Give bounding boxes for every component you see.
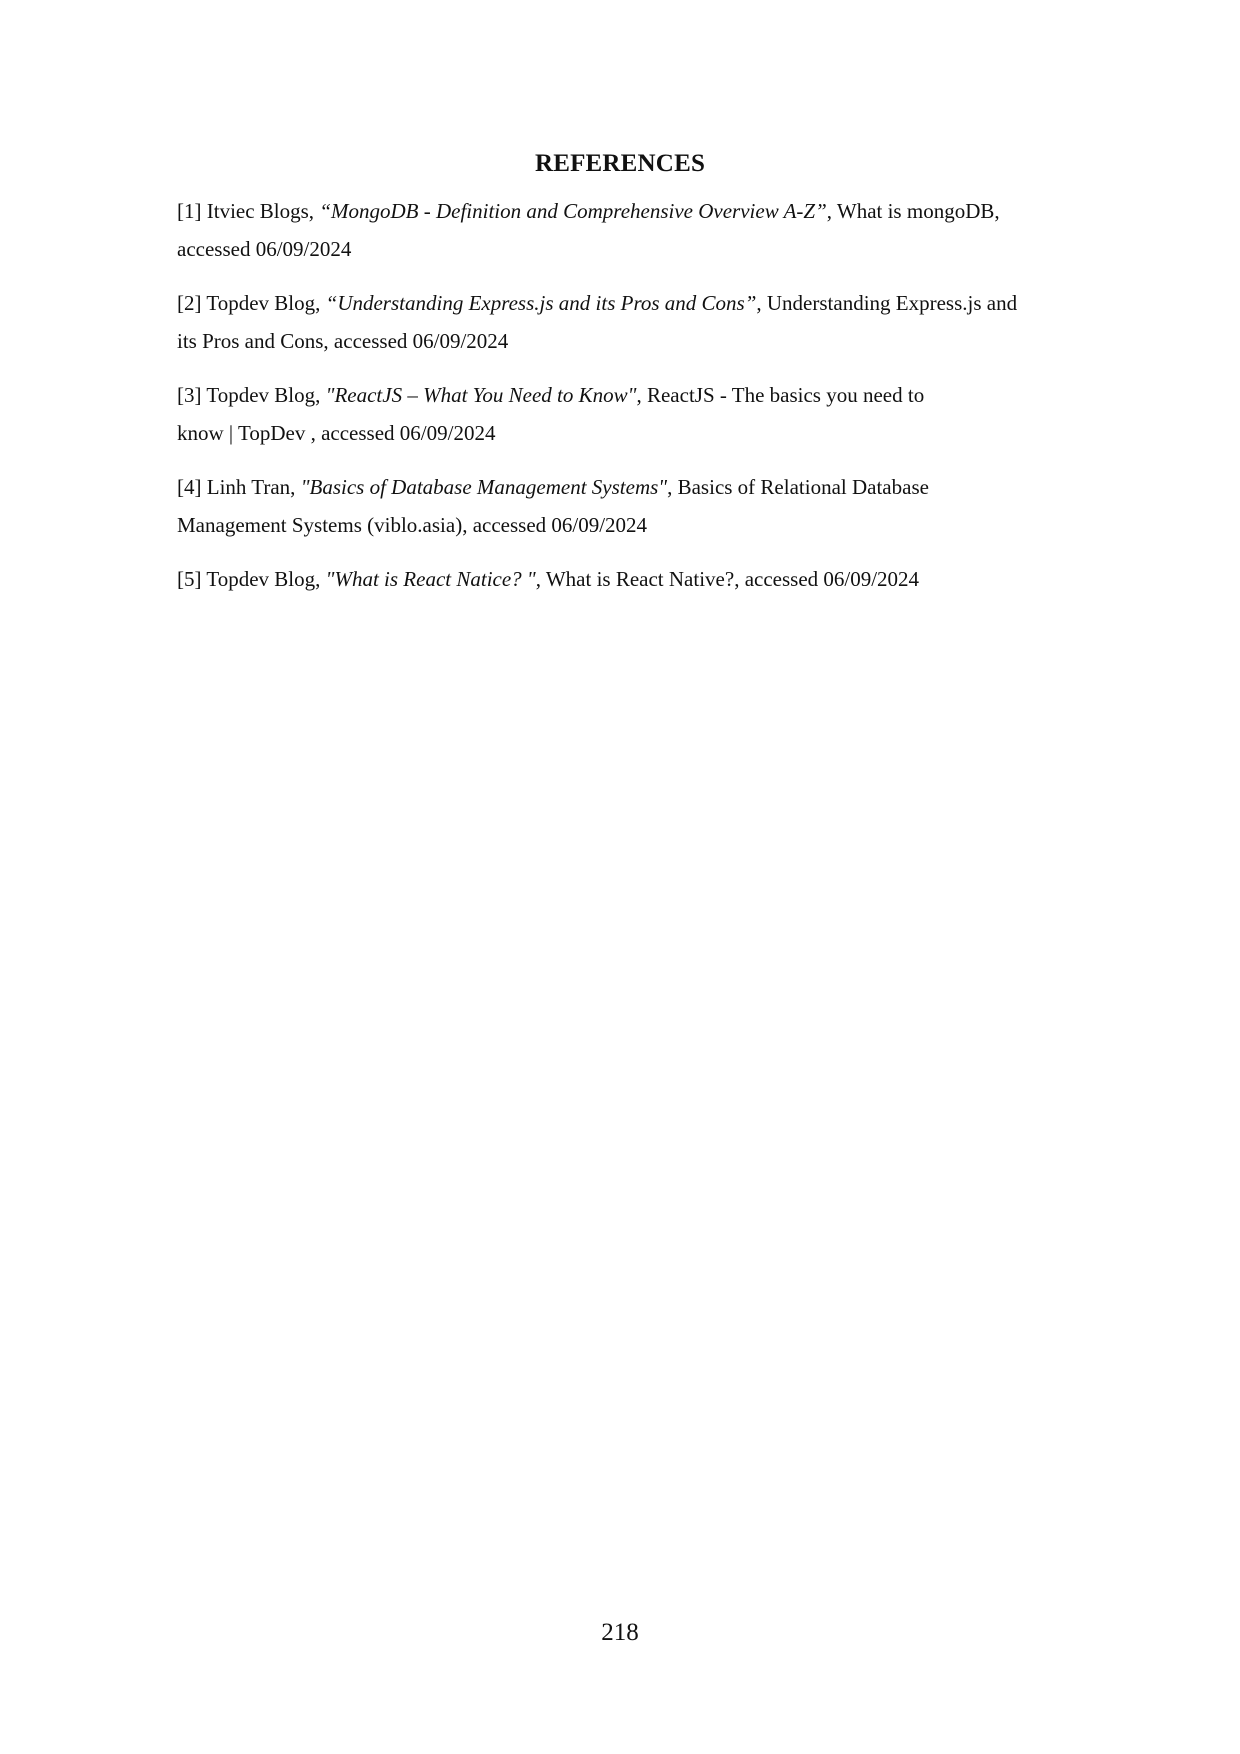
reference-title: "What is React Natice? " bbox=[325, 567, 536, 591]
reference-author: [2] Topdev Blog, bbox=[177, 291, 326, 315]
reference-item-5 bbox=[177, 560, 1107, 598]
reference-item-3 bbox=[177, 376, 1107, 452]
reference-line bbox=[177, 468, 1107, 506]
page-number: 218 bbox=[601, 1619, 639, 1646]
reference-item-2 bbox=[177, 284, 1107, 360]
reference-author: [4] Linh Tran, bbox=[177, 475, 301, 499]
reference-title: "ReactJS – What You Need to Know" bbox=[325, 383, 637, 407]
reference-line-continued: its Pros and Cons, accessed 06/09/2024 bbox=[177, 329, 509, 353]
reference-item-4 bbox=[177, 468, 1107, 544]
reference-source: , What is mongoDB, bbox=[826, 199, 1000, 223]
reference-line-continued: Management Systems (viblo.asia), accessed 06/09/2024 bbox=[177, 513, 648, 537]
reference-line bbox=[177, 376, 1107, 414]
reference-author: [3] Topdev Blog, bbox=[177, 383, 326, 407]
reference-item-1 bbox=[177, 192, 1107, 268]
reference-source: , Basics of Relational Database bbox=[667, 475, 929, 499]
reference-source: , What is React Native?, accessed 06/09/2024 bbox=[535, 567, 920, 591]
reference-source: , ReactJS - The basics you need to bbox=[636, 383, 925, 407]
reference-line-continued: know | TopDev , accessed 06/09/2024 bbox=[177, 421, 496, 445]
reference-list bbox=[177, 192, 1107, 614]
reference-line bbox=[177, 560, 1107, 598]
reference-line bbox=[177, 284, 1107, 322]
reference-line-continued: accessed 06/09/2024 bbox=[177, 237, 352, 261]
reference-line bbox=[177, 192, 1107, 230]
page-heading: REFERENCES bbox=[534, 150, 706, 177]
reference-title: “MongoDB - Definition and Comprehensive Overview A-Z” bbox=[319, 199, 827, 223]
reference-author: [1] Itviec Blogs, bbox=[177, 199, 320, 223]
reference-title: “Understanding Express.js and its Pros and Cons” bbox=[325, 291, 757, 315]
reference-source: , Understanding Express.js and bbox=[756, 291, 1018, 315]
reference-title: "Basics of Database Management Systems" bbox=[300, 475, 668, 499]
reference-author: [5] Topdev Blog, bbox=[177, 567, 326, 591]
